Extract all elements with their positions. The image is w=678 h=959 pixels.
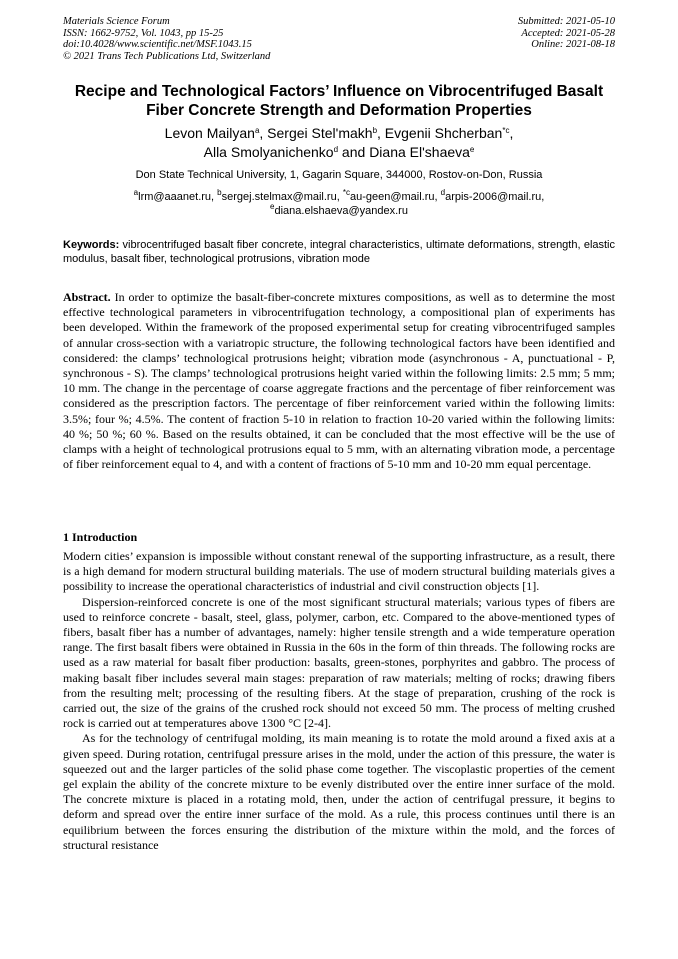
- email-line-2: [50, 204, 628, 218]
- author-mark: b: [372, 126, 378, 135]
- paper-title-line-1: Recipe and Technological Factors’ Influence on Vibrocentrifuged Basalt: [74, 83, 604, 100]
- abstract: [63, 290, 615, 472]
- author-separator: ,: [259, 125, 268, 141]
- author-mark: e: [469, 145, 475, 154]
- author-separator: ,: [377, 125, 385, 141]
- author-separator: and: [338, 144, 370, 160]
- author-name: Diana El'shaeva: [369, 144, 470, 160]
- email-address[interactable]: sergej.stelmax@mail.ru: [221, 191, 337, 203]
- paragraph: As for the technology of centrifugal molding, its main meaning is to rotate the mold around a fixed axis at a given speed. During rotation, centrifugal pressure arises in the mold, under the action of this pressure, the water is squeezed out and the larger particles of the solid phase come together. The viscoplastic properties of the cement gel explain the ability of the concrete mixture to be evenly distributed over the entire inner surface of the mold. The concrete mixture is placed in a rotating mold, then, under the action of centrifugal pressure, it begins to deform and spread over the entire inner surface of the mold. As a rule, this process continues until there is an equilibrium between the forces ensuring the distribution of the mixture within the mold, and the forces of structural resistance: [63, 731, 615, 852]
- email-mark: b: [217, 188, 222, 197]
- author-list: [50, 124, 628, 162]
- introduction-body: [63, 549, 615, 853]
- paper-title: [50, 82, 628, 120]
- email-address[interactable]: lrm@aaanet.ru: [138, 191, 212, 203]
- online-date: Online: 2021-08-18: [531, 39, 615, 50]
- author-name: Evgenii Shcherban: [384, 125, 503, 141]
- author-name: Levon Mailyan: [164, 125, 255, 141]
- submitted-date: Submitted: 2021-05-10: [517, 16, 615, 27]
- journal-copyright: © 2021 Trans Tech Publications Ltd, Switzerland: [63, 50, 271, 62]
- email-separator: ,: [434, 191, 441, 203]
- accepted-date: Accepted: 2021-05-28: [521, 27, 615, 39]
- email-separator: ,: [541, 191, 545, 203]
- email-list: [50, 190, 628, 218]
- journal-doi: doi:10.4028/www.scientific.net/MSF.1043.15: [63, 39, 252, 50]
- author-mark: *c: [502, 126, 510, 135]
- keywords: [63, 238, 615, 266]
- author-line-2: [50, 143, 628, 162]
- email-address[interactable]: au-geen@mail.ru: [349, 191, 435, 203]
- paragraph: Dispersion-reinforced concrete is one of the most significant structural materials; various types of fibers are used to reinforce concrete - basalt, steel, glass, polymer, carbon, etc. Compared to the above-mentioned types of fibers, basalt fiber has a number of advantages, namely: higher tensile strength and a wide temperature operation range. The first basalt fibers were obtained in Russia in the 60s in the form of thin threads. The following rocks are used as a raw material for basalt fiber production: basalts, green-stones, porphyrites and gabbro. The process of making basalt fiber includes several main stages: preparation of raw materials; melting of rocks; drawing fibers from the resulting melt; processing of the resulting fibers. At the stage of preparation, crushing of the rock is carried out, the size of the grains of the crushed rock should not exceed 50 mm. The process of melting crushed rock is carried out at temperatures above 1300 °C [2-4].: [63, 594, 615, 731]
- author-mark: a: [254, 126, 260, 135]
- author-mark: d: [333, 145, 339, 154]
- keywords-text: vibrocentrifuged basalt fiber concrete, integral characteristics, ultimate deformations, strength, elastic modulus, basalt fiber, technological protrusions, vibration mode: [63, 239, 615, 265]
- paper-title-line-2: Fiber Concrete Strength and Deformation Properties: [146, 102, 532, 119]
- journal-info: [63, 16, 270, 62]
- email-separator: ,: [211, 191, 218, 203]
- section-heading-introduction: 1 Introduction: [63, 530, 138, 544]
- abstract-text: In order to optimize the basalt-fiber-concrete mixtures compositions, as well as to determine the most effective technological parameters in vibrocentrifugation technology, a compositional plan of experiments has been developed. Within the framework of the proposed experimental setup for creating vibrocentrifuged samples of annular cross-section with a variatropic structure, the following technological factors have been identified and considered: the clamps’ technological protrusions height; vibration mode (asynchronous - A, punctuational - P, synchronous - S). The clamps’ technological protrusions height varied within the following limits: 2.5 mm; 5 mm; 10 mm. The change in the percentage of coarse aggregate fractions and the percentage of fiber reinforcement was considered as the prescription factors. The percentage of fiber reinforcement varied within the following limits: 3.5%; four %; 4.5%. The content of fraction 5-10 in relation to fraction 10-20 varied within the following limits: 40 %; 50 %; 60 %. Based on the results obtained, it can be concluded that the most effective will be the use of clamps with a height of technological protrusions equal to 5 mm, with an alternating vibration mode, a percentage of fiber reinforcement equal to 4, and with a content of fractions of 5-10 mm and 10-20 mm equal percentage.: [63, 290, 615, 472]
- affiliation: Don State Technical University, 1, Gagarin Square, 344000, Rostov-on-Don, Russia: [135, 169, 543, 181]
- abstract-label: Abstract.: [63, 290, 111, 304]
- email-mark: *c: [342, 188, 350, 197]
- author-line-1: [50, 124, 628, 143]
- email-separator: ,: [336, 191, 343, 203]
- author-separator: ,: [509, 125, 514, 141]
- email-address[interactable]: arpis-2006@mail.ru: [445, 191, 542, 203]
- submission-dates: [518, 16, 615, 51]
- email-mark: d: [440, 188, 446, 197]
- email-mark: a: [133, 188, 139, 197]
- email-mark: e: [270, 202, 275, 211]
- author-name: Sergei Stel'makh: [267, 125, 373, 141]
- keywords-label: Keywords:: [63, 239, 120, 251]
- email-line-1: [50, 190, 628, 204]
- journal-issn: ISSN: 1662-9752, Vol. 1043, pp 15-25: [63, 27, 224, 39]
- journal-name: Materials Science Forum: [63, 16, 170, 27]
- paragraph: Modern cities’ expansion is impossible without constant renewal of the supporting infrastructure, as a result, there is a high demand for modern structural building materials. The use of modern structural building materials gives a possibility to increase the operational characteristics of industrial and civil construction objects [1].: [63, 549, 615, 594]
- author-name: Alla Smolyanichenko: [203, 144, 334, 160]
- email-address[interactable]: diana.elshaeva@yandex.ru: [274, 205, 408, 217]
